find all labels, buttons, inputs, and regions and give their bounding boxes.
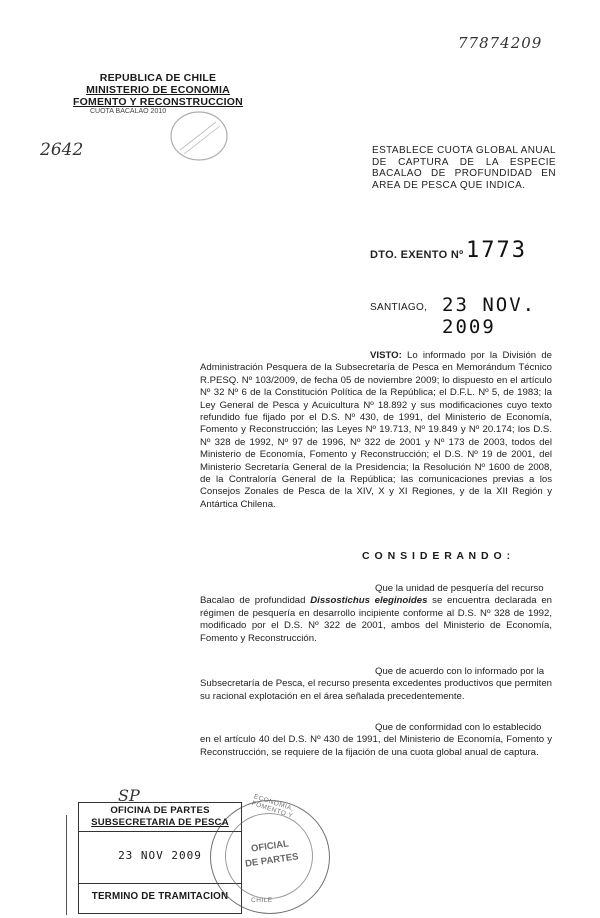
scan-edge-left [66, 815, 67, 915]
considerando-paragraph-1 [200, 583, 552, 645]
decree-title: ESTABLECE CUOTA GLOBAL ANUAL DE CAPTURA DE LA ESPECIE BACALAO DE PROFUNDIDAD EN AREA DE PESCA QUE INDICA. [372, 145, 556, 191]
place-date-row [370, 292, 570, 338]
considerando-1-post: se encuentra declarada en régimen de pesquería en desarrollo incipiente conforme al D.S. Nº 328 de 1992, modificado por el D.S. Nº 322 de 2001, ambos del Ministerio de Economía, Fomento y Reconstrucción. [200, 595, 552, 644]
round-stamp-center-1: OFICIAL [250, 838, 290, 855]
considerando-3-lead: Que de conformidad con lo establecido [375, 722, 542, 733]
round-stamp-ring-top: ECONOMIA, FOMENTO Y [250, 793, 295, 820]
round-stamp-ring-bottom: CHILE [251, 897, 273, 904]
official-round-stamp [210, 793, 330, 914]
stamp-subsecretaria: SUBSECRETARIA DE PESCA [91, 817, 229, 828]
decree-date: 23 NOV. 2009 [442, 294, 537, 338]
header-reference: CUOTA BACALAO 2010 [90, 108, 167, 115]
considerando-1-pre: Bacalao de profundidad [200, 595, 311, 607]
header-country: REPUBLICA DE CHILE [99, 72, 217, 84]
handwritten-initials: SP [118, 786, 140, 805]
considerando-2-lead: Que de acuerdo con lo informado por la [375, 666, 545, 677]
decree-number: 1773 [466, 238, 527, 263]
stamp-date: 23 NOV 2009 [118, 849, 202, 862]
considerando-paragraph-2 [200, 666, 552, 703]
header-ministry: MINISTERIO DE ECONOMIA [86, 84, 230, 96]
handwritten-side-number: 2642 [40, 140, 84, 160]
header-ministry-sub: FOMENTO Y RECONSTRUCCION [73, 96, 243, 108]
handwritten-file-number: 77874209 [458, 34, 543, 52]
header-stamp-icon [166, 108, 232, 164]
considerando-3-rest: en el artículo 40 del D.S. Nº 430 de 1991, del Ministerio de Economía, Fomento y Reconstrucción, se requiere de la fijación de una cuota global anual de captura. [200, 734, 552, 758]
stamp-termino: TERMINO DE TRAMITACION [91, 891, 229, 902]
round-stamp-center-2: DE PARTES [244, 851, 300, 870]
visto-paragraph [200, 350, 552, 511]
decree-label: DTO. EXENTO Nº [370, 249, 464, 261]
stamp-office: OFICINA DE PARTES [110, 805, 210, 816]
considerando-1-species: Dissostichus eleginoides [310, 595, 428, 607]
decree-number-row [370, 238, 570, 268]
considerando-paragraph-3 [200, 722, 552, 759]
visto-text: Lo informado por la División de Administración Pesquera de la Subsecretaría de Pesca en Memorándum Técnico R.PESQ. Nº 103/2009, de fecha 05 de noviembre 2009; lo dispuesto en el artículo Nº 32 Nº 6 de la Constitución Política de la República; el D.F.L. Nº 5, de 1983; la Ley General de Pesca y Acuicultura Nº 18.892 y sus modificaciones cuyo texto refundido fue fijado por el D.S. Nº 430, de 1991, del Ministerio de Economía, Fomento y Reconstrucción; las Leyes Nº 19.713, Nº 19.849 y Nº 20.174; los D.S. Nº 328 de 1992, Nº 97 de 1996, Nº 322 de 2001 y Nº 173 de 2003, todos del Ministerio de Economía, Fomento y Reconstrucción; el D.S. Nº 19 de 2001, del Ministerio Secretaría General de la Presidencia; la Resolución Nº 1600 de 2008, de la Contraloría General de la República; las comunicaciones previas a los Consejos Zonales de Pesca de la XIV, X y XI Regiones, y de la XII Región y Antártica Chilena. [200, 350, 552, 510]
considerando-1-lead: Que la unidad de pesquería del recurso [375, 583, 544, 594]
considerando-heading: C O N S I D E R A N D O : [362, 550, 512, 562]
visto-label: VISTO: [370, 350, 402, 361]
place-label: SANTIAGO, [370, 302, 428, 313]
considerando-2-rest: Subsecretaría de Pesca, el recurso presenta excedentes productivos que permiten su racional explotación en el área señalada precedentemente. [200, 678, 552, 702]
